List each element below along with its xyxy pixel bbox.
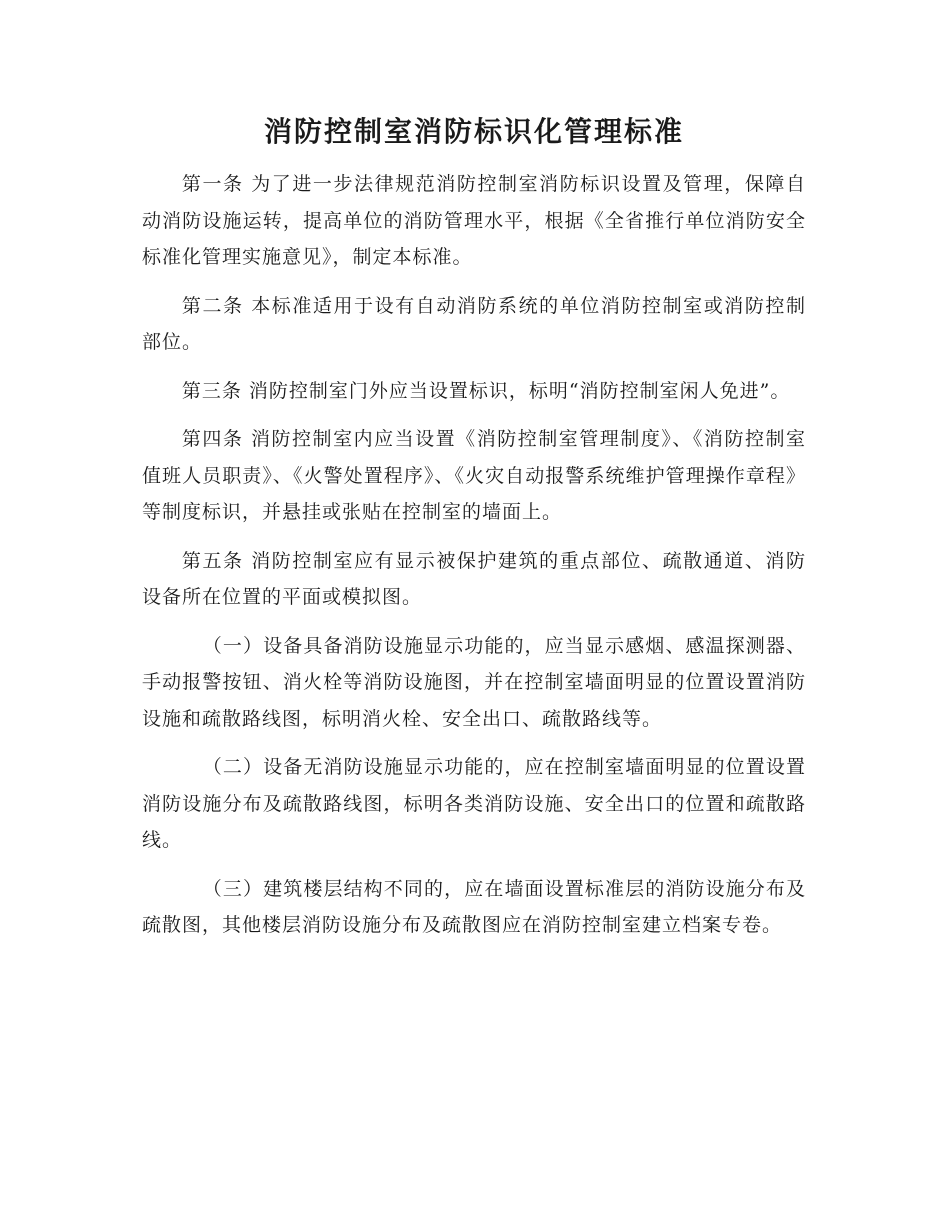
- article-3: 第三条 消防控制室门外应当设置标识，标明“消防控制室闲人免进”。: [181, 379, 791, 402]
- document-page: [142, 112, 806, 956]
- document-title: 消防控制室消防标识化管理标准: [263, 115, 684, 148]
- article-2: 第二条 本标准适用于设有自动消防系统的单位消防控制室或消防控制部位。: [142, 294, 806, 353]
- article-5-item-3: （三）建筑楼层结构不同的，应在墙面设置标准层的消防设施分布及疏散图，其他楼层消防设施分布及疏散图应在消防控制室建立档案专卷。: [142, 877, 806, 936]
- article-5-item-2: （二）设备无消防设施显示功能的，应在控制室墙面明显的位置设置消防设施分布及疏散路线图，标明各类消防设施、安全出口的位置和疏散路线。: [142, 756, 806, 851]
- article-4: 第四条 消防控制室内应当设置《消防控制室管理制度》、《消防控制室值班人员职责》、《火警处置程序》、《火灾自动报警系统维护管理操作章程》等制度标识，并悬挂或张贴在控制室的墙面上。: [142, 428, 806, 523]
- article-5-item-1: （一）设备具备消防设施显示功能的，应当显示感烟、感温探测器、手动报警按钮、消火栓等消防设施图，并在控制室墙面明显的位置设置消防设施和疏散路线图，标明消火栓、安全出口、疏散路线等。: [142, 634, 806, 730]
- article-5: 第五条 消防控制室应有显示被保护建筑的重点部位、疏散通道、消防设备所在位置的平面或模拟图。: [142, 549, 806, 608]
- article-1: 第一条 为了进一步法律规范消防控制室消防标识设置及管理，保障自动消防设施运转，提高单位的消防管理水平，根据《全省推行单位消防安全标准化管理实施意见》，制定本标准。: [142, 173, 806, 268]
